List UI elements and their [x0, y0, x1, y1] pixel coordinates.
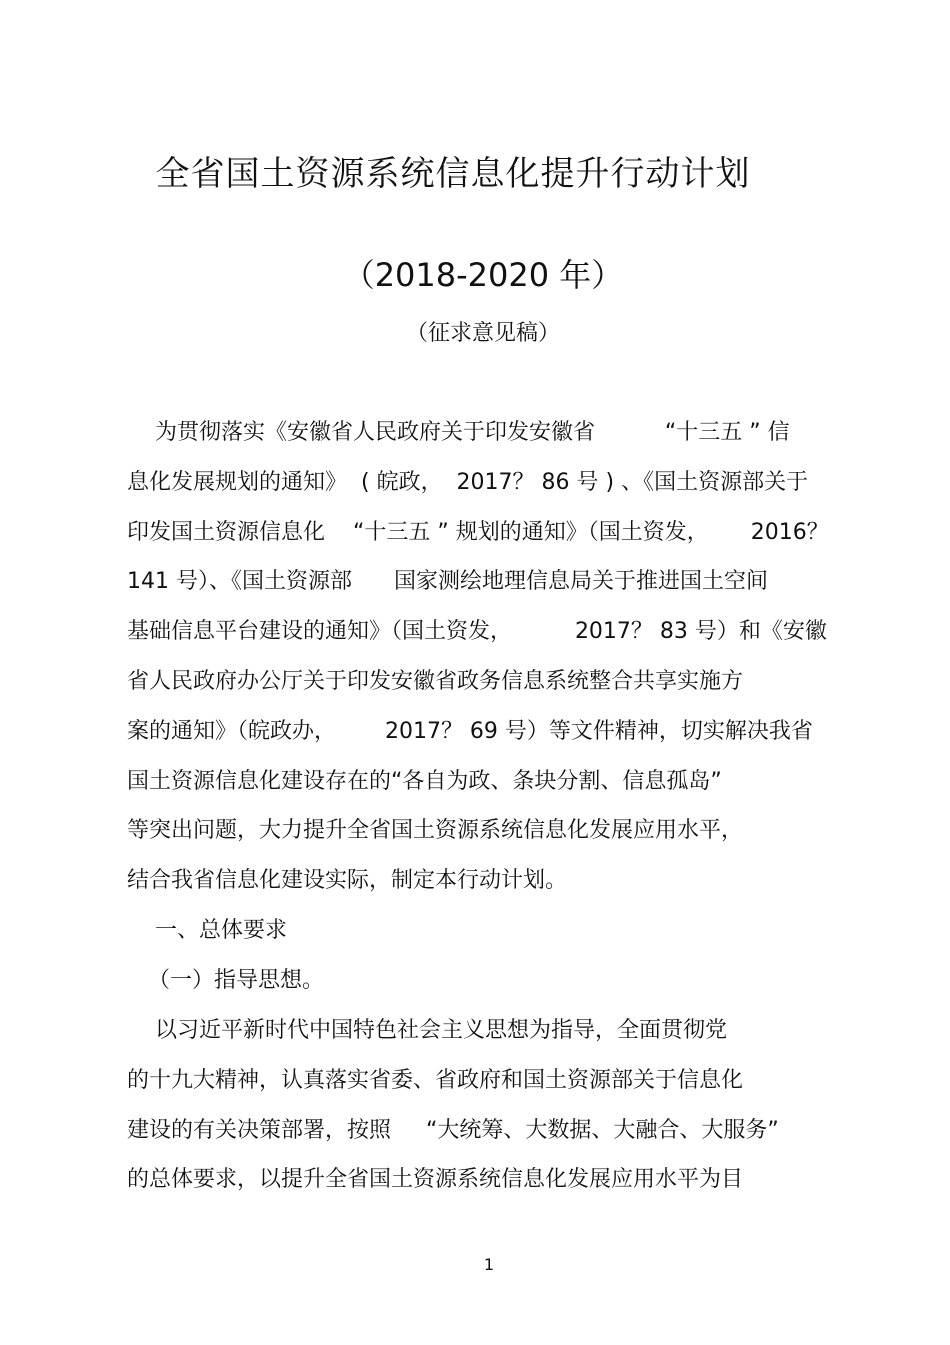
draft-note: （征求意见稿） — [405, 321, 560, 346]
body-line: 息化发展规划的通知》 ( 皖政， 2017？ 86 号 ) 、《国土资源部关于 — [127, 470, 809, 495]
subsection-heading: （一）指导思想。 — [127, 968, 324, 993]
body-line: 的十九大精神，认真落实省委、省政府和国土资源部关于信息化 — [127, 1068, 744, 1093]
body-line: 141 号）、《国土资源部 国家测绘地理信息局关于推进国土空间 — [127, 569, 768, 594]
document-years: （2018-2020 年） — [342, 256, 624, 294]
body-line: 基础信息平台建设的通知》（国土资发， 2017？ 83 号）和《安徽 — [127, 619, 827, 644]
body-line: 案的通知》（皖政办， 2017？ 69 号）等文件精神，切实解决我省 — [127, 719, 813, 744]
body-line: 等突出问题，大力提升全省国土资源系统信息化发展应用水平， — [127, 818, 744, 843]
body-line: 省人民政府办公厅关于印发安徽省政务信息系统整合共享实施方 — [127, 669, 744, 694]
page-number: 1 — [483, 1255, 495, 1274]
body-line: 结合我省信息化建设实际，制定本行动计划。 — [127, 868, 568, 893]
document-title: 全省国土资源系统信息化提升行动计划 — [155, 154, 751, 194]
section-heading: 一、总体要求 — [127, 918, 287, 943]
body-line: 以习近平新时代中国特色社会主义思想为指导，全面贯彻党 — [127, 1018, 727, 1043]
body-line: 国土资源信息化建设存在的“各自为政、条块分割、信息孤岛” — [127, 769, 722, 794]
body-line: 的总体要求，以提升全省国土资源系统信息化发展应用水平为目 — [127, 1167, 744, 1192]
body-line: 为贯彻落实《安徽省人民政府关于印发安徽省 “十三五 ” 信 — [127, 420, 790, 445]
body-line: 印发国土资源信息化 “十三五 ” 规划的通知》（国土资发， 2016？ — [127, 520, 829, 545]
body-line: 建设的有关决策部署，按照 “大统筹、大数据、大融合、大服务” — [127, 1118, 779, 1143]
